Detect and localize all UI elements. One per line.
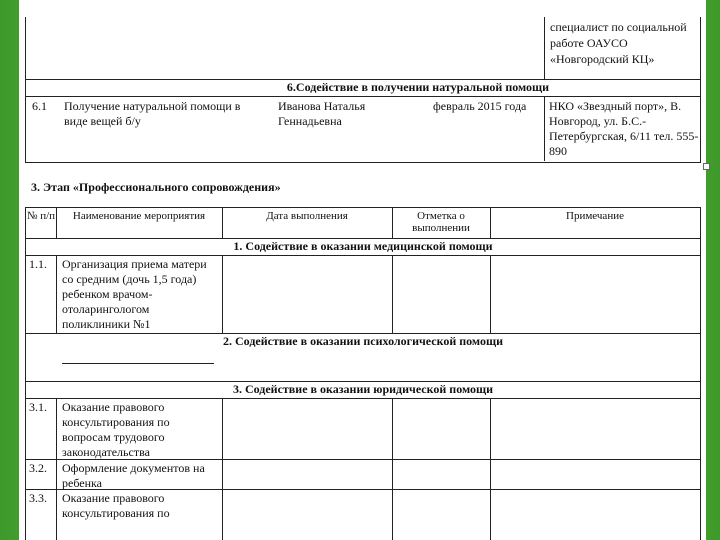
blank-line	[62, 363, 214, 364]
col-divider	[392, 398, 393, 540]
top-table	[25, 17, 701, 163]
col-divider	[490, 255, 491, 333]
col-divider	[490, 398, 491, 540]
row-divider	[26, 398, 700, 399]
section2-title: 2. Содействие в оказании психологической помощи	[223, 334, 503, 348]
row-divider	[26, 255, 700, 256]
row-number: 6.1	[32, 99, 47, 113]
header-note: Примечание	[566, 210, 624, 222]
row-number: 3.3.	[29, 491, 47, 505]
specialist-cell	[544, 17, 701, 79]
table-row	[26, 97, 700, 161]
section3-title: 3. Содействие в оказании юридической помощи	[232, 382, 494, 396]
top-table-header-row	[26, 17, 700, 80]
section1-title: 1. Содействие в оказании медицинской помощи	[233, 239, 493, 253]
stage-title: 3. Этап «Профессионального сопровождения»	[31, 180, 281, 194]
resize-handle[interactable]	[703, 163, 710, 170]
person-cell: Иванова Наталья Геннадьевна	[278, 99, 366, 128]
activity-cell: Получение натуральной помощи в виде вещей б/у	[64, 99, 241, 128]
date-cell: февраль 2015 года	[433, 99, 527, 113]
section6-title: 6.Содействие в получении натуральной помощи	[286, 80, 550, 94]
col-divider	[56, 255, 57, 333]
header-name: Наименование мероприятия	[72, 210, 206, 222]
specialist-text: специалист по социальной работе ОАУСО «Новгородский КЦ»	[550, 20, 687, 66]
col-divider	[222, 398, 223, 540]
header-num: № п/п	[26, 210, 56, 222]
row-activity: Организация приема матери со средним (дочь 1,5 года) ребенком врачом-отоларингологом поликлиники №1	[62, 257, 207, 331]
org-cell-border	[544, 96, 701, 161]
top-table-empty-cell	[26, 17, 544, 79]
row-activity: Оказание правового консультирования по вопросам трудового законодательства	[62, 400, 170, 459]
header-date: Дата выполнения	[266, 210, 348, 222]
section6-title-row	[26, 79, 700, 97]
col-divider	[392, 255, 393, 333]
col-divider	[222, 255, 223, 333]
row-number: 3.1.	[29, 400, 47, 414]
row-activity: Оформление документов на ребенка	[62, 461, 205, 490]
col-divider	[56, 398, 57, 540]
org-cell: НКО «Звездный порт», В. Новгород, ул. Б.С.-Петербургская, 6/11 тел. 555-890	[549, 99, 699, 158]
main-table	[25, 207, 701, 540]
row-number: 1.1.	[29, 257, 47, 271]
row-number: 3.2.	[29, 461, 47, 475]
header-mark: Отметка о выполнении	[412, 210, 470, 234]
row-activity: Оказание правового консультирования по	[62, 491, 170, 520]
document-page	[19, 0, 706, 540]
